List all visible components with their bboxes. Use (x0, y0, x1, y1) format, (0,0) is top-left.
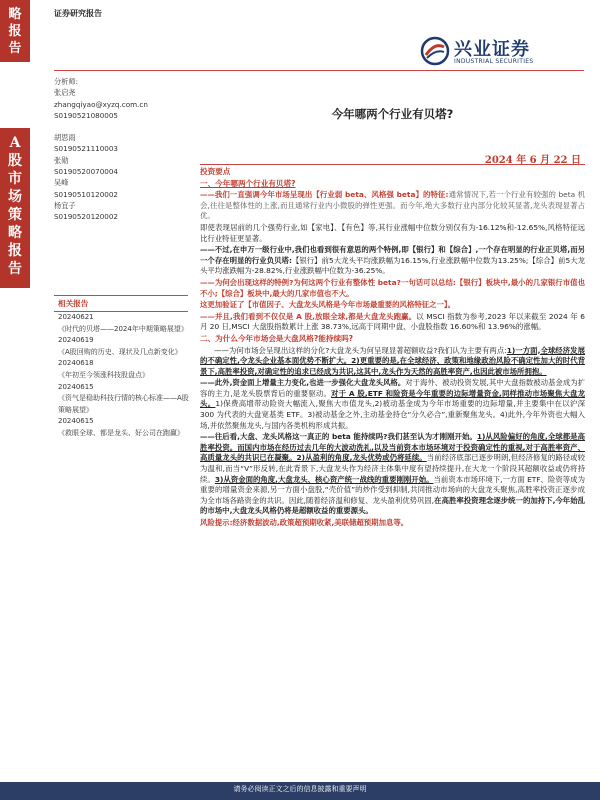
related-report-date: 20240615 (58, 417, 94, 426)
key-point: 3)从资金面的角度,大盘龙头、核心资产统一战线的重要刚刚开始。 (214, 474, 434, 484)
analyst-name: 胡思雨 (54, 133, 76, 143)
logo-mark-icon (420, 36, 450, 66)
section-heading-1: 一、今年哪两个行业有贝塔? (200, 178, 296, 188)
paragraph-text: 通常情况下,若一个行业有较强的 beta 机会,往往是整体性的上涨,而且通常行业内小微股的弹性更强。而今年,绝大多数行业内部分化较其显著,龙头表现显著占优。 (200, 190, 585, 221)
key-point: ——我们一直强调今年市场呈现出【行业弱 beta、风格强 beta】的特征: (200, 190, 449, 200)
report-category-label: 证券研究报告 (54, 9, 102, 18)
related-report-item[interactable] (54, 416, 194, 439)
page-title: 今年哪两个行业有贝塔? (331, 107, 454, 121)
related-report-date: 20240619 (58, 336, 94, 345)
related-report-item[interactable] (54, 312, 194, 335)
report-body (200, 167, 585, 530)
header-divider (54, 70, 584, 71)
paragraph-text: ——为何市场会呈现出这样的分化?大盘龙头为何呈现显著超额收益?我们认为主要有两点: (214, 345, 507, 355)
related-report-title: 《救眼全球、都是龙头、好公司在跑赢》 (58, 428, 184, 437)
analyst-name: 吴峰 (54, 178, 69, 188)
related-report-item[interactable] (54, 358, 194, 381)
related-report-item[interactable] (54, 382, 194, 417)
paragraph-text: 以 MSCI 指数为参考,2023 年以来截至 2024 年 6 月 20 日,MSCI 大盘股指数累计上涨 38.73%,远高于同期中盘、小盘股指数 16.60%和 13.96%的涨幅。 (200, 311, 585, 332)
logo-chinese-name: 兴业证券 (454, 39, 530, 60)
risk-text: 经济数据波动,政策超预期收紧,美联储超预期加息等。 (232, 518, 409, 527)
report-date: 2024 年 6 月 22 日 (484, 155, 581, 166)
report-type-text-mid: A 股 市 场 策 略 报 告 (8, 135, 22, 277)
key-point: 这更加验证了【市值因子、大盘龙头风格是今年市场最重要的风格特征之一】。 (200, 300, 455, 310)
paragraph-text: 对于海外、被动投资发展,其中大盘指数被动基金成为扩容的主力,是龙头股票背后的重要驱动。 (200, 378, 585, 398)
related-report-date: 20240618 (58, 359, 94, 368)
related-report-date: 20240615 (58, 382, 94, 391)
analyst-cert-no: S0190521080005 (54, 110, 119, 120)
key-point: 1)一方面,全球经济发展的不确定性,令龙头企业基本面优势不断扩大。2)更重要的是,在全球经济、政策和地缘政治风险不确定性加大的时代背景下,高胜率投资,对确定性的追求已经成为共识,这其中,龙头作为天然的高胜率资产,也因此被市场所拥抱。 (200, 345, 585, 376)
analyst-heading: 分析师: (54, 77, 78, 86)
paragraph-text: 【银行】前5大龙头平均涨跌幅为16.15%,行业涨跌幅中位数为13.25%;【综合】前5大龙头平均涨跌幅为-28.82%,行业涨跌幅中位数为-36.25%。 (200, 255, 585, 276)
risk-note (200, 518, 585, 529)
paragraph: 即使表现居前的几个强势行业,如【家电】、【有色】等,其行业涨幅中位数分别仅有为-16.12%和-12.65%,风格特征远比行业特征更显著。 (200, 222, 585, 243)
related-report-title: 《资气是稳助科技行情的核心标准——A股策略展望》 (58, 394, 189, 414)
related-report-title: 《时代的贝塔——2024年中期策略展望》 (58, 324, 188, 333)
analyst-spacer (54, 121, 194, 132)
related-reports-list (54, 312, 194, 440)
analyst-cert-no: S0190520070004 (54, 167, 119, 177)
analyst-name: 杨宜子 (54, 200, 76, 210)
company-logo (420, 32, 580, 72)
left-band (0, 0, 34, 800)
title-divider (200, 164, 585, 165)
paragraph (200, 312, 585, 333)
key-point: ——不过,在申万一级行业中,我们也看到很有意思的两个特例,即【银行】和【综合】,一个存在明显的行业正贝塔,而另一个存在明显的行业负贝塔: (200, 245, 585, 265)
summary-heading: 投资要点 (200, 167, 231, 176)
related-report-date: 20240621 (58, 313, 94, 321)
analyst-name: 张启尧 (54, 88, 76, 98)
key-point: 对于 A 股,ETF 和险资是今年重要的边际增量资金,同样推动市场聚焦大盘龙头。 (200, 388, 585, 409)
paragraph (200, 432, 585, 517)
paragraph (200, 245, 585, 277)
key-point: ——此外,资金面上增量主力变化,也进一步强化大盘龙头风格。 (200, 378, 406, 388)
key-point: 1)从风险偏好的角度,全球都是高胜率投资。而国内市场在经历过去几年的大波动洗礼,以及当前资本市场环境对于投资确定性的重视,对于高胜率资产、高质量龙头的共识已在凝聚。2)从盈利的角度,龙头优势或仍将延续。 (200, 432, 585, 463)
paragraph-text: 当前经济底部已逐步明朗,但经济修复的路径或较为温和,而当“V”形反转,在此背景下,大盘龙头作为经济主体集中度有望持续提升,在大龙一个阶段其超额收益或仍将持续。 (200, 453, 585, 484)
key-point: 在高胜率投资理念逐步统一的加持下,今年始乱的市场中,大盘龙头风格仍将是超额收益的重要源头。 (200, 495, 586, 516)
related-report-title: 《年初至今领涨科技股盘点》 (58, 370, 149, 379)
analyst-cert-no: S0190510120002 (54, 189, 119, 199)
paragraph-text: 1)保费高增带动险资大幅流入,聚焦大市值龙头,2)被动基金成为今年市场重要的边际增量,并主要集中在以沪深 300 为代表的大盘宽基类 ETF。3)被动基金之外,主动基金持仓“分久必合”,重新聚焦龙头。4)此外,今年外资也大幅入场,并依然聚焦龙头,与国内各类机构形成共振。 (200, 399, 585, 430)
analyst-email[interactable]: zhangqiyao@xyzq.com.cn (54, 99, 148, 109)
key-point: ——并且,我们看到不仅仅是 A 股,放眼全球,都是大盘龙头跑赢。 (200, 311, 417, 321)
paragraph (200, 190, 585, 222)
analyst-cert-no: S0190521110003 (54, 144, 119, 154)
section-heading-2: 二、为什么今年市场会是大盘风格?能持续吗? (200, 333, 354, 343)
paragraph-text: 当前资本市场环境下,一方面 ETF、险资等成为重要的增量资金来源,另一方面小盘股,“壳价值”的炒作受到抑制,共同推动市场向的大盘龙头聚焦,高胜率投资正逐步成为全市场各路资金的共识。因此,随着经济温和修复、龙头盈利优势巩固, (200, 474, 585, 505)
paragraph (200, 346, 585, 378)
risk-label: 风险提示: (200, 518, 233, 527)
analyst-name: 张勋 (54, 155, 69, 165)
analyst-list (54, 72, 194, 223)
related-report-title: 《A股回购的历史、现状及几点新变化》 (58, 347, 182, 356)
analyst-cert-no: S0190520120002 (54, 212, 119, 222)
report-type-text-top: 略 报 告 (8, 7, 22, 56)
key-point: ——往后看,大盘、龙头风格这一真正的 beta 能持续吗?我们甚至认为才刚刚开始。 (200, 432, 477, 442)
related-report-item[interactable] (54, 335, 194, 358)
key-point: ——为何会出现这样的特例?为何这两个行业有整体性 beta?一句话可以总结:【银行】板块中,最小的几家银行市值也不小;【综合】板块中,最大的几家市值也不大。 (200, 277, 585, 298)
related-reports-heading: 相关报告 (54, 295, 188, 312)
footer-disclaimer: 请务必阅读正文之后的信息披露和重要声明 (233, 785, 367, 793)
logo-english-name: INDUSTRIAL SECURITIES (454, 58, 534, 65)
paragraph (200, 378, 585, 431)
